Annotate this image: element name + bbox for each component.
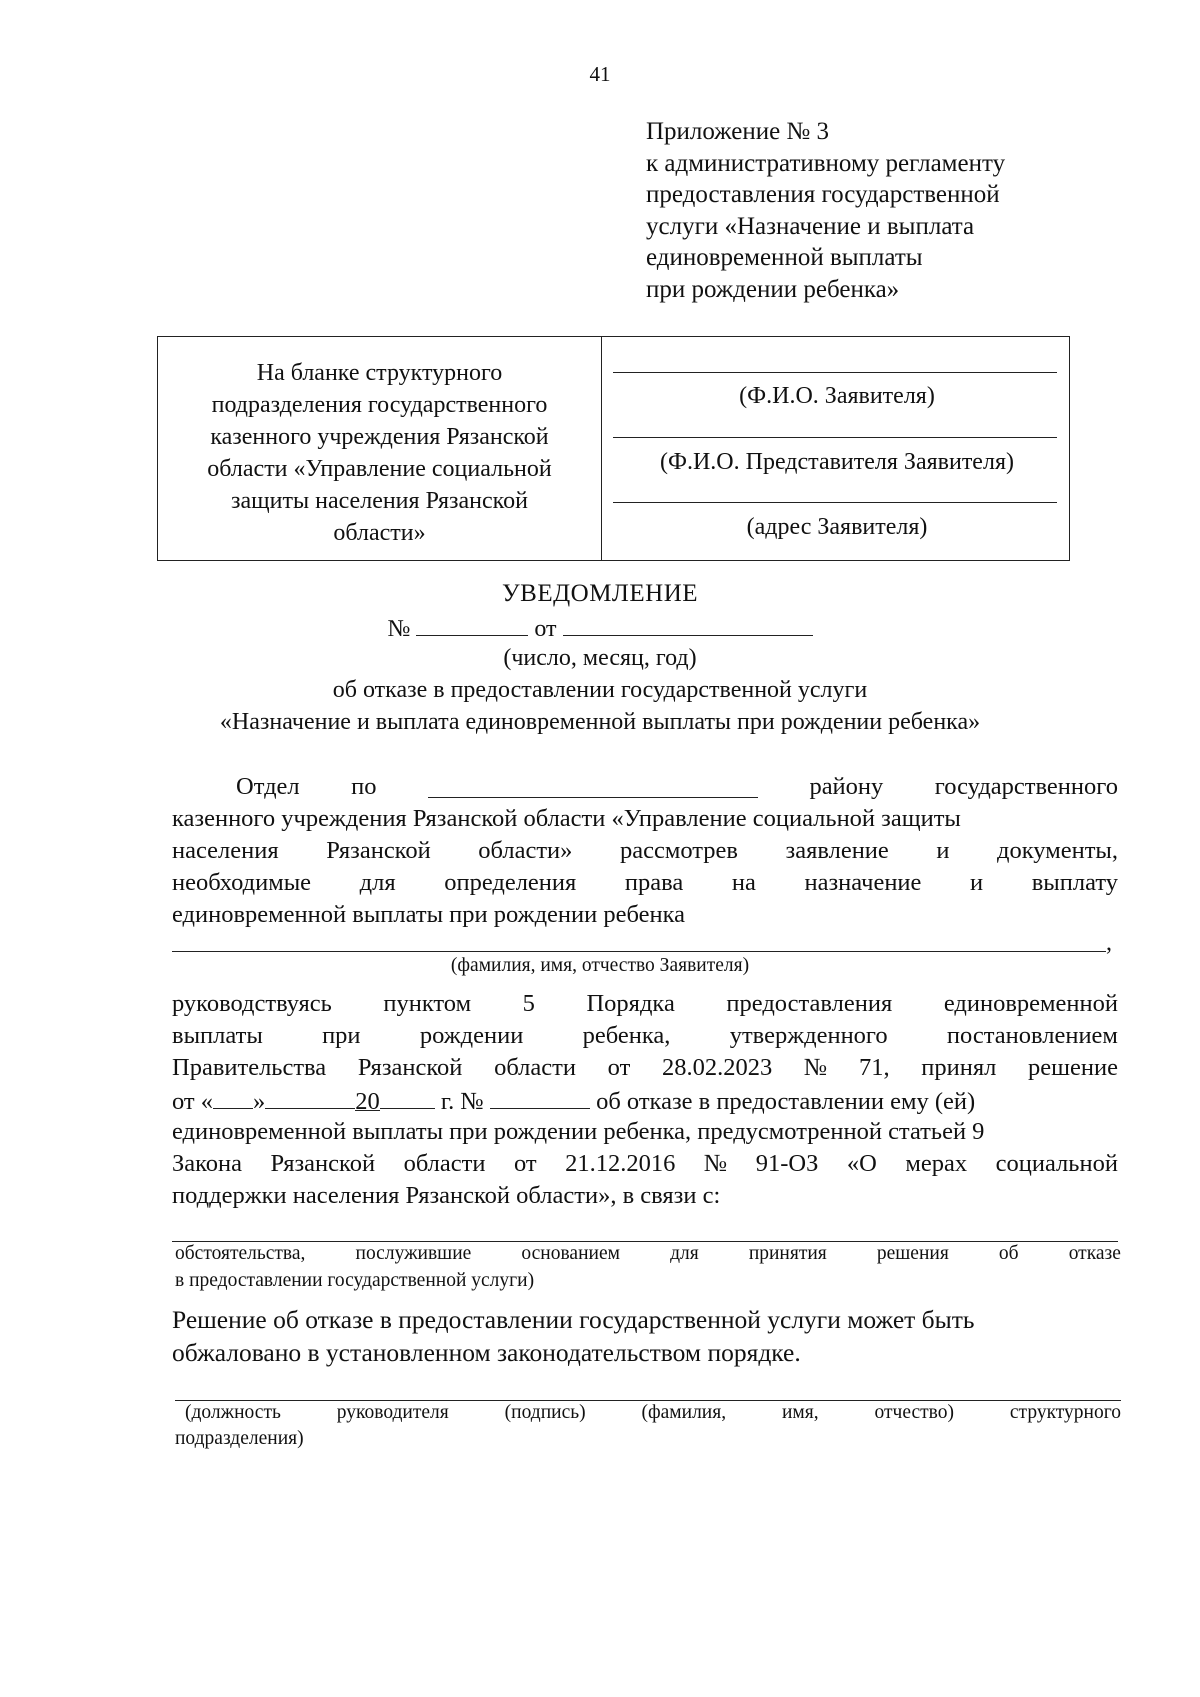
word: социальной (995, 1150, 1118, 1177)
word: для (359, 869, 396, 896)
word: руководителя (336, 1402, 449, 1423)
word: Правительства (172, 1054, 327, 1081)
notice-subject-line: «Назначение и выплата единовременной выплаты при рождении ребенка» (219, 709, 981, 735)
word: Отдел (236, 773, 300, 800)
word: структурного (1009, 1402, 1121, 1423)
table-divider (601, 337, 602, 560)
applicant-name-caption: (Ф.И.О. Заявителя) (739, 383, 935, 409)
decision-month-field[interactable] (265, 1086, 355, 1109)
word: рождении (419, 1022, 524, 1049)
word: предоставления (726, 990, 893, 1017)
paragraph-line (172, 1150, 1118, 1178)
paragraph-line (236, 773, 1118, 801)
word: принял (921, 1054, 997, 1081)
decision-date-line (172, 1086, 975, 1116)
word: и (936, 837, 950, 864)
representative-name-caption: (Ф.И.О. Представителя Заявителя) (660, 449, 1014, 475)
word: при (322, 1022, 361, 1049)
notice-title: УВЕДОМЛЕНИЕ (501, 580, 699, 607)
word: по (351, 773, 377, 800)
letterhead-line: подразделения государственного (211, 392, 548, 418)
applicant-name-field[interactable] (613, 372, 1057, 373)
appendix-line: единовременной выплаты (646, 244, 923, 271)
district-field[interactable] (428, 773, 758, 798)
applicant-address-field[interactable] (613, 502, 1057, 503)
word: права (624, 869, 684, 896)
word: (подпись) (504, 1402, 586, 1423)
word: области (403, 1150, 486, 1177)
notice-subject-line: об отказе в предоставлении государственной услуги (332, 677, 868, 703)
word: и (970, 869, 984, 896)
word: постановлением (946, 1022, 1118, 1049)
word: 21.12.2016 (565, 1150, 676, 1177)
appendix-line: при рождении ребенка» (646, 275, 900, 303)
reasons-field[interactable] (172, 1241, 1118, 1242)
from-label: от (534, 616, 557, 642)
word: пунктом (383, 990, 472, 1017)
paragraph-line: единовременной выплаты при рождении ребенка, предусмотренной статьей 9 (172, 1118, 985, 1145)
word: мерах (905, 1150, 968, 1177)
paragraph-line (172, 1054, 1118, 1082)
applicant-fullname-caption: (фамилия, имя, отчество Заявителя) (450, 955, 750, 976)
notice-number-field[interactable] (416, 613, 528, 636)
year-number-label: г. № (440, 1088, 484, 1115)
word: об (998, 1243, 1019, 1264)
decision-tail-text: об отказе в предоставлении ему (ей) (596, 1088, 976, 1115)
word: необходимые (172, 869, 312, 896)
signature-caption (185, 1402, 1121, 1424)
word: отказе (1068, 1243, 1121, 1264)
notice-date-field[interactable] (563, 613, 813, 636)
word: (должность (185, 1402, 281, 1423)
word: населения (172, 837, 279, 864)
word: основанием (521, 1243, 620, 1264)
paragraph-line (172, 837, 1118, 865)
word: Рязанской (326, 837, 431, 864)
word: обстоятельства, (175, 1243, 306, 1264)
paragraph-line (172, 1022, 1118, 1050)
letterhead-line: области» (333, 520, 426, 546)
appendix-line: к административному регламенту (646, 149, 1006, 177)
word: заявление (785, 837, 889, 864)
word: 71, (858, 1054, 890, 1081)
letterhead-line: защиты населения Рязанской (231, 488, 528, 514)
word: области» (478, 837, 573, 864)
word: области (494, 1054, 576, 1081)
paragraph-line: единовременной выплаты при рождении ребенка (172, 901, 686, 928)
word: Рязанской (357, 1054, 463, 1081)
word: для (670, 1243, 699, 1264)
word: утвержденного (729, 1022, 888, 1049)
paragraph-line: поддержки населения Рязанской области», в связи с: (172, 1182, 721, 1209)
word: имя, (782, 1402, 819, 1423)
word: документы, (997, 837, 1118, 864)
letterhead-line: области «Управление социальной (207, 456, 552, 482)
appendix-block (646, 116, 1005, 305)
word: от (513, 1150, 537, 1177)
applicant-fullname-field[interactable] (172, 951, 1106, 952)
reasons-caption-line: в предоставлении государственной услуги) (175, 1270, 535, 1291)
signature-field[interactable] (175, 1400, 1121, 1401)
decision-number-field[interactable] (490, 1086, 590, 1109)
word: выплаты (172, 1022, 263, 1049)
word: отчество) (874, 1402, 954, 1423)
word: Закона (172, 1150, 243, 1177)
word: Порядка (586, 990, 675, 1017)
representative-name-field[interactable] (613, 437, 1057, 438)
appeal-line: Решение об отказе в предоставлении государственной услуги может быть (172, 1305, 975, 1334)
decision-year-field[interactable] (380, 1086, 435, 1109)
notice-number-line (0, 613, 1200, 643)
word: решения (876, 1243, 949, 1264)
word: 5 (522, 990, 535, 1017)
paragraph-line (172, 990, 1118, 1018)
applicant-address-caption: (адрес Заявителя) (746, 514, 928, 540)
from-label: от « (172, 1088, 214, 1115)
appeal-line: обжаловано в установленном законодательством порядке. (172, 1338, 801, 1367)
signature-caption-line: подразделения) (175, 1428, 304, 1449)
paragraph-line: казенного учреждения Рязанской области «Управление социальной защиты (172, 805, 961, 832)
word: «О (846, 1150, 877, 1177)
reasons-caption (175, 1243, 1121, 1265)
word: 28.02.2023 (661, 1054, 773, 1081)
word: определения (444, 869, 577, 896)
word: от (607, 1054, 631, 1081)
word: Рязанской (270, 1150, 376, 1177)
word: государственного (934, 773, 1118, 800)
date-caption: (число, месяц, год) (503, 645, 697, 671)
word: единовременной (943, 990, 1118, 1017)
letterhead-line: казенного учреждения Рязанской (210, 424, 549, 450)
word: району (809, 773, 884, 800)
page-number: 41 (589, 62, 611, 86)
decision-day-field[interactable] (213, 1086, 253, 1109)
word: рассмотрев (619, 837, 738, 864)
word: назначение (804, 869, 922, 896)
appendix-line: Приложение № 3 (646, 118, 830, 145)
number-label: № (387, 616, 411, 642)
word: ребенка, (582, 1022, 671, 1049)
word: послужившие (355, 1243, 472, 1264)
header-table (157, 336, 1070, 561)
appendix-line: предоставления государственной (646, 181, 1000, 208)
word: № (803, 1054, 828, 1081)
word: № (703, 1150, 728, 1177)
comma: , (1106, 930, 1112, 956)
word: (фамилия, (641, 1402, 727, 1423)
word: на (731, 869, 756, 896)
appendix-line: услуги «Назначение и выплата (646, 212, 975, 240)
word: выплату (1031, 869, 1118, 896)
word: решение (1028, 1054, 1118, 1081)
word: руководствуясь (172, 990, 332, 1017)
word: 91-ОЗ (755, 1150, 819, 1177)
quote-close: » (253, 1088, 266, 1115)
paragraph-line (172, 869, 1118, 897)
decision-year-prefix: 20 (355, 1088, 380, 1115)
word: принятия (748, 1243, 827, 1264)
letterhead-line: На бланке структурного (256, 360, 503, 386)
letterhead-note (158, 357, 601, 549)
